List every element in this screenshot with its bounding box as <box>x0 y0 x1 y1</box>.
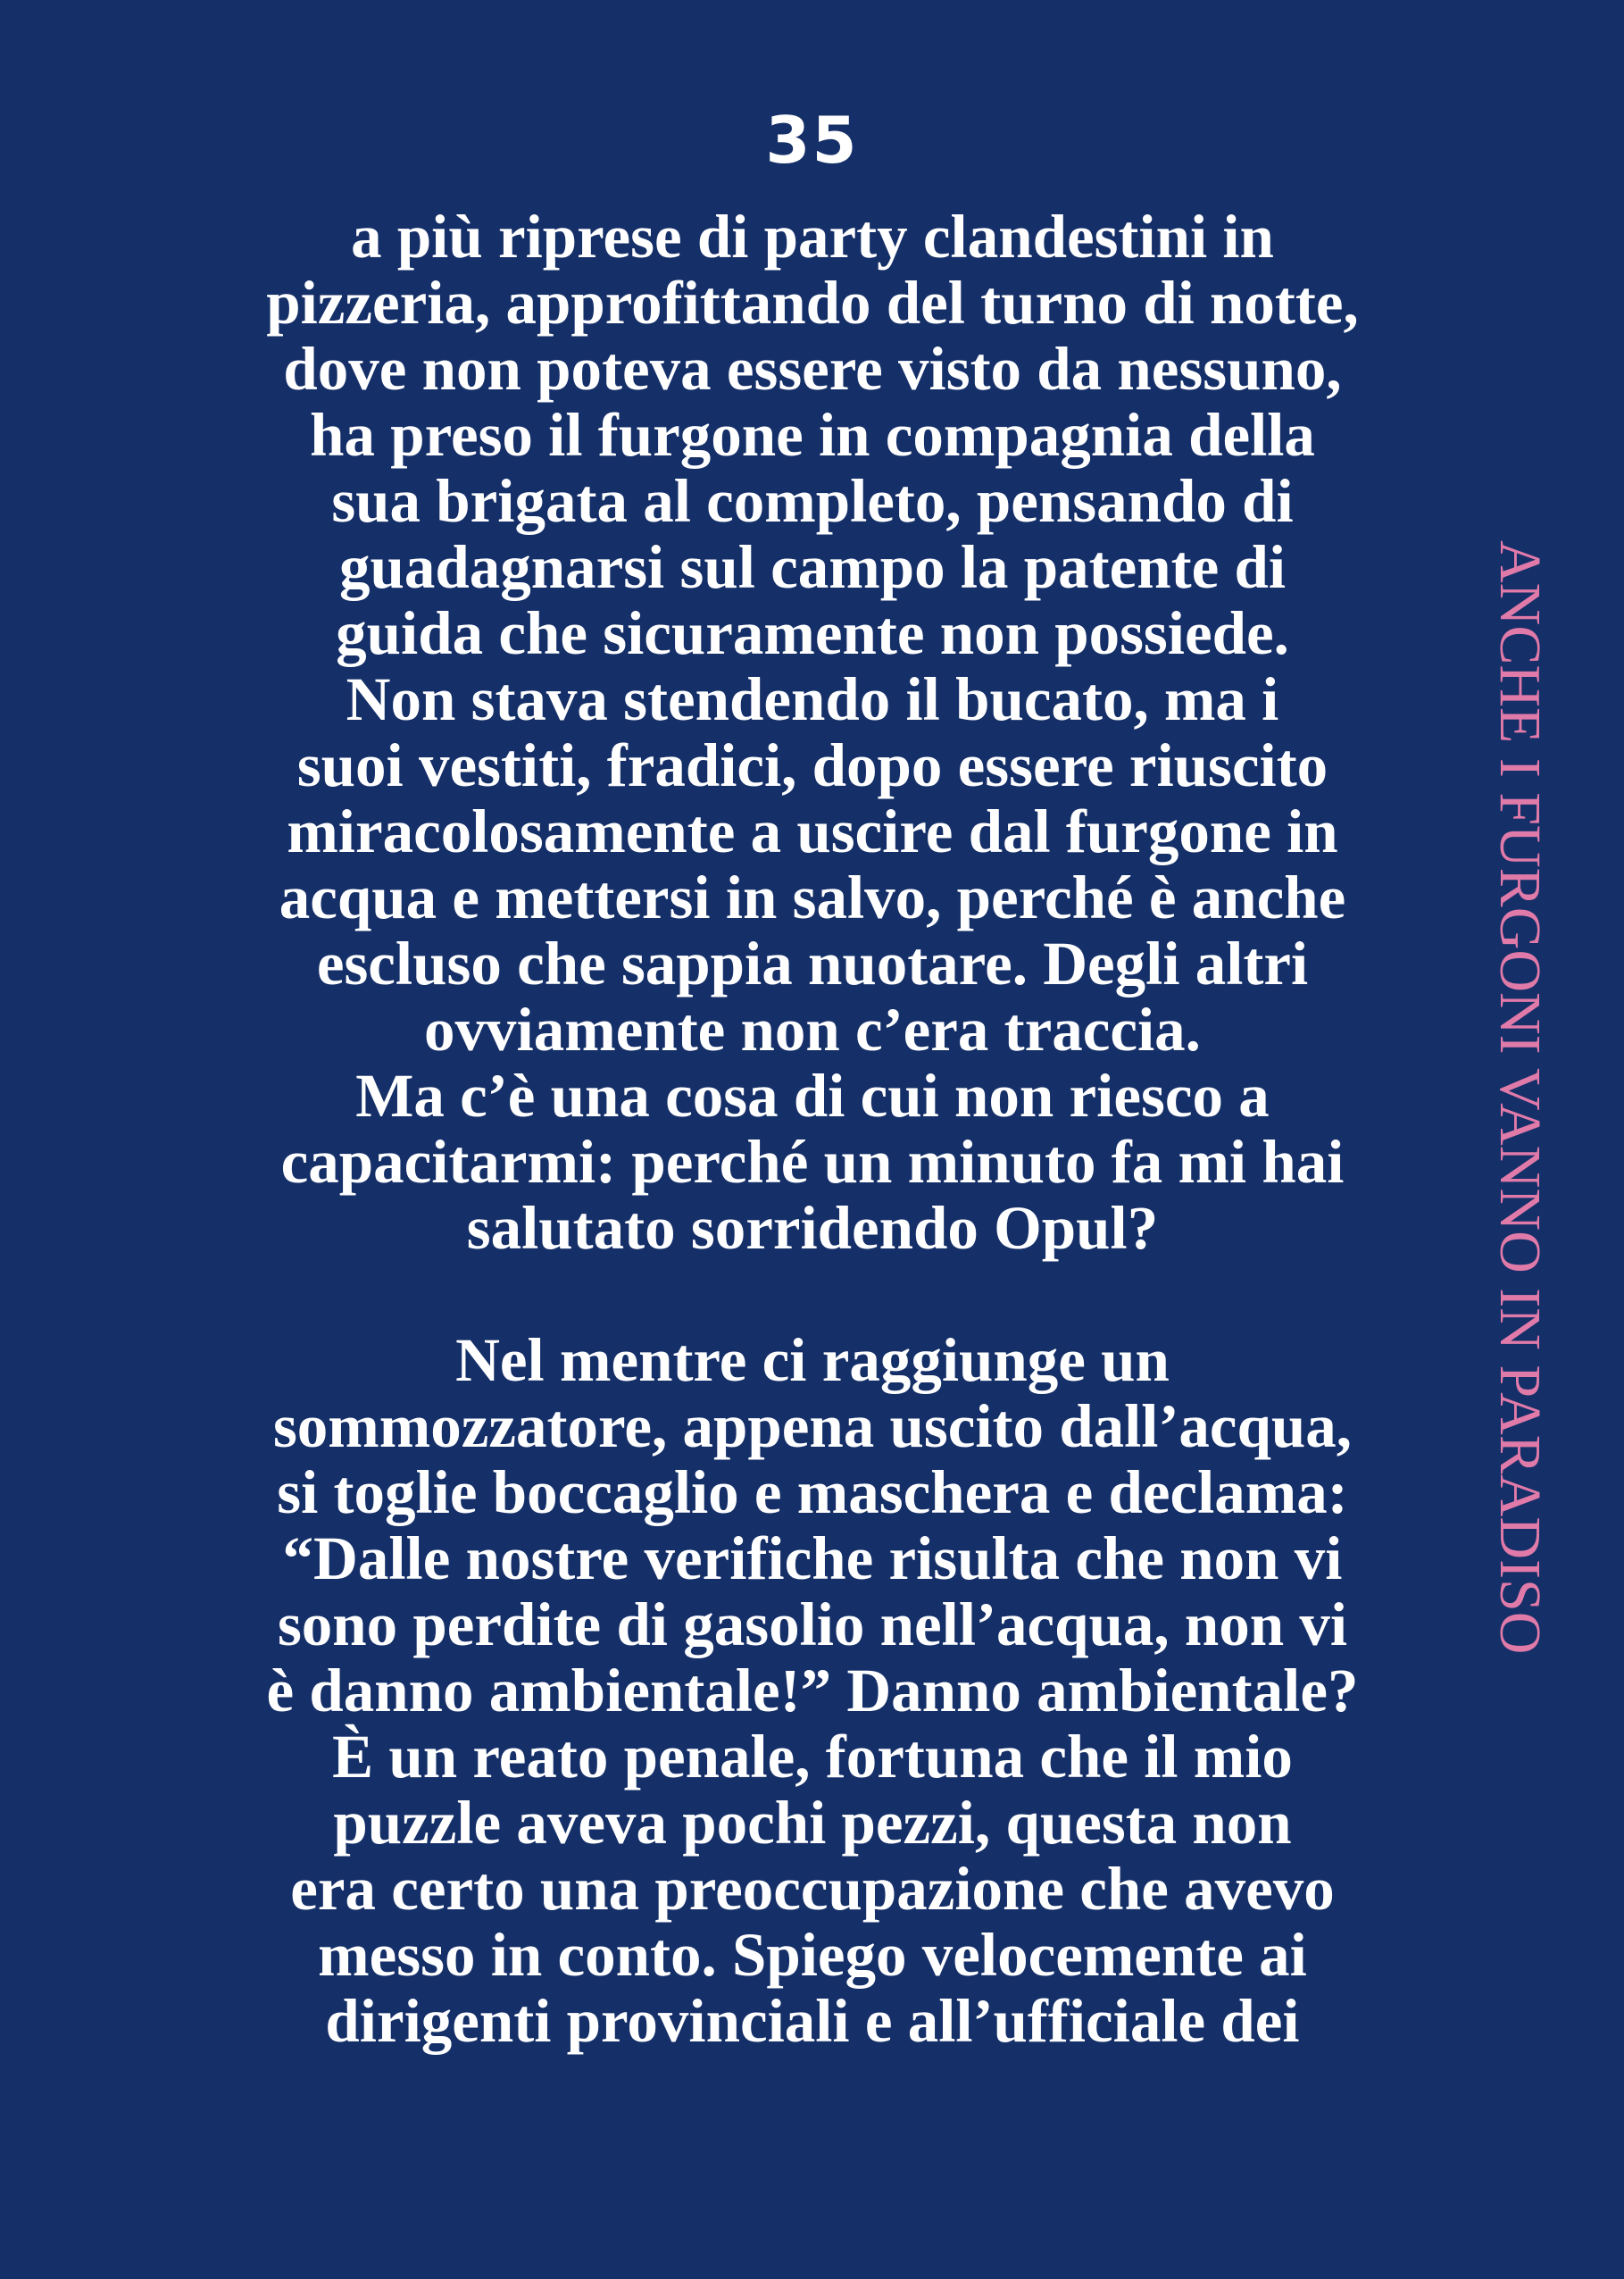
text-line: puzzle aveva pochi pezzi, questa non <box>333 1789 1292 1857</box>
text-line: sommozzatore, appena uscito dall’acqua, <box>272 1392 1353 1460</box>
running-title: ANCHE I FURGONI VANNO IN PARADISO <box>1487 540 1553 1655</box>
text-line: sua brigata al completo, pensando di <box>331 467 1294 535</box>
text-line: era certo una preoccupazione che avevo <box>290 1855 1335 1923</box>
text-line: escluso che sappia nuotare. Degli altri <box>316 930 1309 998</box>
paragraph-2 <box>179 1327 1446 2054</box>
text-line: capacitarmi: perché un minuto fa mi hai <box>280 1128 1345 1196</box>
body-text <box>179 204 1446 2054</box>
text-line: sono perdite di gasolio nell’acqua, non vi <box>277 1590 1348 1658</box>
text-line: dirigenti provinciali e all’ufficiale dei <box>325 1987 1300 2055</box>
paragraph-1 <box>179 204 1446 1261</box>
text-line: È un reato penale, fortuna che il mio <box>332 1723 1293 1791</box>
text-line: salutato sorridendo Opul? <box>466 1194 1159 1262</box>
text-line: è danno ambientale!” Danno ambientale? <box>266 1657 1359 1724</box>
text-line: Non stava stendendo il bucato, ma i <box>346 665 1279 733</box>
text-line: Ma c’è una cosa di cui non riesco a <box>355 1062 1270 1130</box>
text-line: Nel mentre ci raggiunge un <box>455 1326 1170 1394</box>
text-line: miracolosamente a uscire dal furgone in <box>287 797 1338 865</box>
text-line: ovviamente non c’era traccia. <box>424 996 1201 1064</box>
text-line: suoi vestiti, fradici, dopo essere riuscito <box>296 731 1328 799</box>
text-line: guadagnarsi sul campo la patente di <box>338 533 1287 601</box>
text-line: dove non poteva essere visto da nessuno, <box>283 335 1342 403</box>
text-line: acqua e mettersi in salvo, perché è anche <box>279 864 1346 931</box>
text-line: guida che sicuramente non possiede. <box>336 599 1289 667</box>
text-line: si toglie boccaglio e maschera e declama: <box>277 1458 1348 1526</box>
text-line: pizzeria, approfittando del turno di notte, <box>266 269 1359 337</box>
page-number: 35 <box>765 103 859 178</box>
text-line: “Dalle nostre verifiche risulta che non vi <box>282 1524 1343 1592</box>
text-line: a più riprese di party clandestini in <box>351 203 1274 271</box>
text-line: messo in conto. Spiego velocemente ai <box>318 1921 1307 1989</box>
text-line: ha preso il furgone in compagnia della <box>310 401 1315 469</box>
